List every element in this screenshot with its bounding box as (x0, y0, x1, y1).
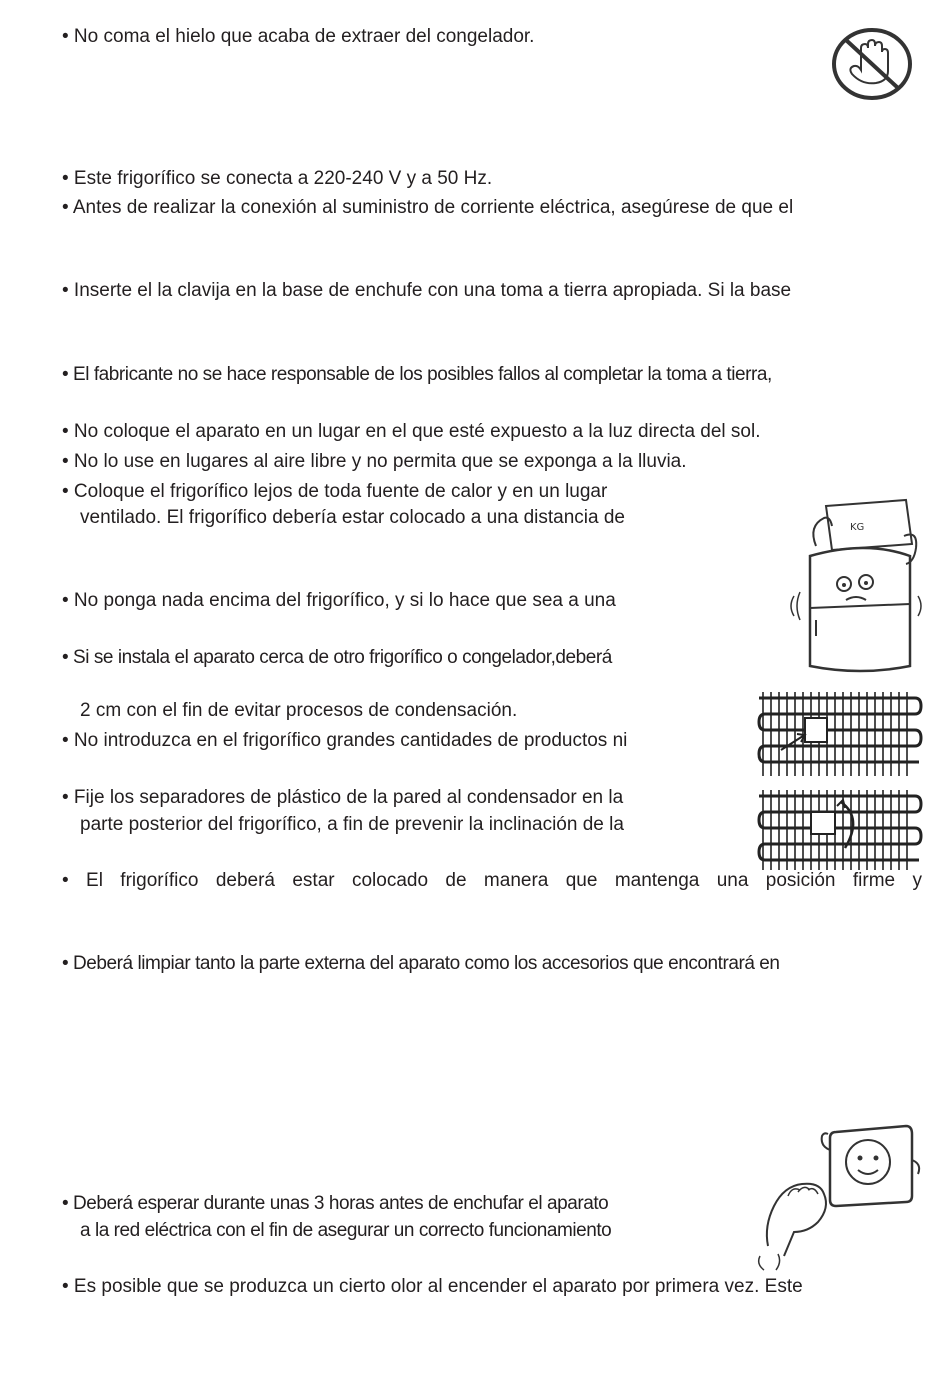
text-line: • No coloque el aparato en un lugar en el que esté expuesto a la luz directa del sol. (62, 421, 761, 442)
text-line: • Fije los separadores de plástico de la pared al condensador en la (62, 787, 624, 808)
fridge-box-icon (786, 496, 926, 678)
box-label: KG (850, 522, 865, 533)
text-line: • Si se instala el aparato cerca de otro frigorífico o congelador,deberá (62, 647, 612, 668)
text-line: a la red eléctrica con el fin de asegurar un correcto funcionamiento (80, 1220, 612, 1241)
text-line: • El frigorífico deberá estar colocado de manera que mantenga una posición firme y (62, 870, 922, 891)
condenser-rotate-icon (755, 788, 923, 874)
socket-hand-icon (754, 1116, 926, 1274)
text-line: • No ponga nada encima del frigorífico, y si lo hace que sea a una (62, 590, 616, 611)
text-line: 2 cm con el fin de evitar procesos de condensación. (80, 700, 518, 721)
text-line: • No lo use en lugares al aire libre y no permita que se exponga a la lluvia. (62, 451, 687, 472)
text-line: • Este frigorífico se conecta a 220-240 V y a 50 Hz. (62, 168, 493, 189)
condenser-spacer-icon (755, 688, 923, 780)
text-line: • El fabricante no se hace responsable de los posibles fallos al completar la toma a tierra, (62, 364, 772, 385)
text-line: • Deberá limpiar tanto la parte externa del aparato como los accesorios que encontrará en (62, 953, 780, 974)
text-line: • No coma el hielo que acaba de extraer del congelador. (62, 26, 535, 47)
text-line: • No introduzca en el frigorífico grandes cantidades de productos ni (62, 730, 628, 751)
text-line: • Antes de realizar la conexión al suministro de corriente eléctrica, asegúrese de que el (62, 197, 794, 218)
text-line: • Es posible que se produzca un cierto olor al encender el aparato por primera vez. Este (62, 1276, 803, 1297)
text-line: parte posterior del frigorífico, a fin de prevenir la inclinación de la (80, 814, 624, 835)
no-hand-icon (830, 26, 914, 102)
text-line: ventilado. El frigorífico debería estar colocado a una distancia de (80, 507, 625, 528)
text-line: • Inserte el la clavija en la base de enchufe con una toma a tierra apropiada. Si la base (62, 280, 792, 301)
text-line: • Deberá esperar durante unas 3 horas antes de enchufar el aparato (62, 1193, 609, 1214)
text-line: • Coloque el frigorífico lejos de toda fuente de calor y en un lugar (62, 481, 608, 502)
